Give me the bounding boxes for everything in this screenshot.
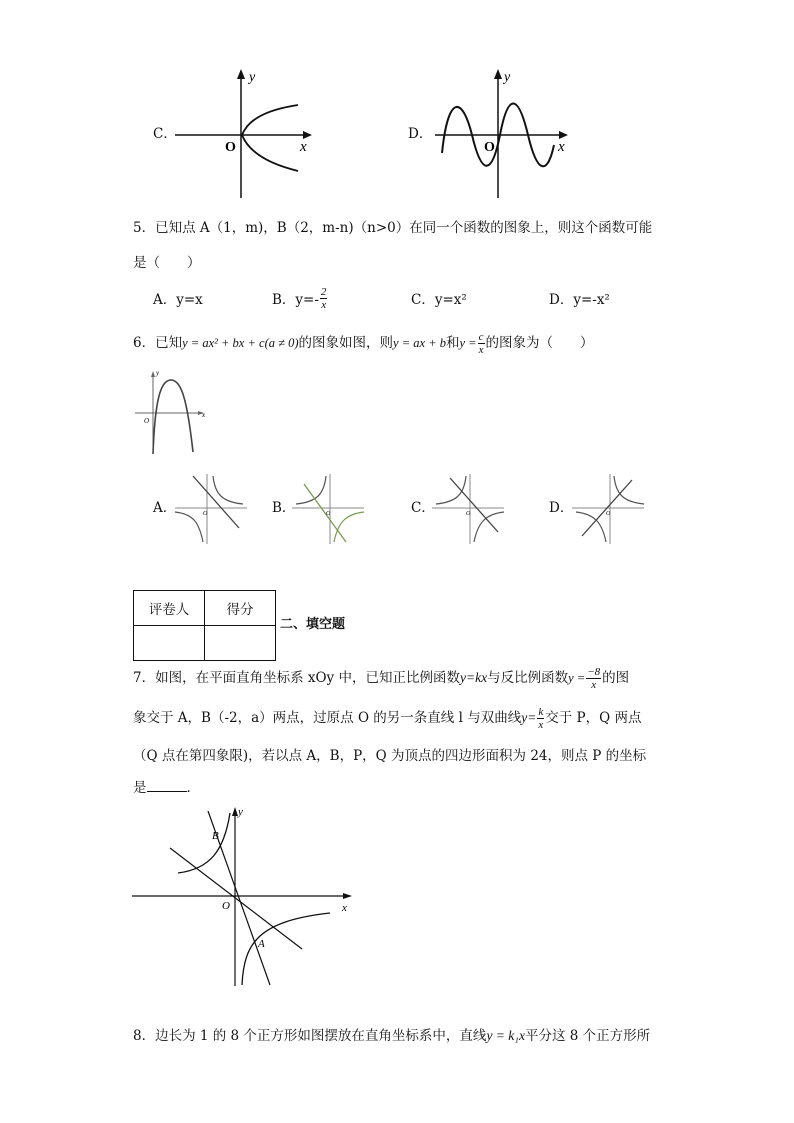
q7-l1-c: 的图 — [602, 670, 630, 686]
q7-fig-x-label: x — [342, 902, 347, 914]
q8-text-a: 8．边长为 1 的 8 个正方形如图摆放在直角坐标系中，直线 — [133, 1028, 487, 1044]
q7-line1 — [133, 666, 629, 691]
q7-l1-b: 与反比例函数 — [487, 670, 569, 686]
q7-line4 — [133, 777, 200, 798]
q6-a-origin-label: O — [203, 511, 208, 517]
q6-c-origin-label: O — [466, 511, 471, 517]
q6-eq2: y = ax + b — [393, 336, 446, 350]
q7-l1-eq: y=kx — [459, 670, 488, 685]
score-table-grader-cell[interactable] — [134, 626, 205, 661]
q6-option-a-label: A． — [153, 500, 177, 516]
q4-graph-c — [170, 65, 320, 205]
q7-answer-blank[interactable] — [147, 777, 187, 792]
q5-line1: 5．已知点 A（1，m)，B（2，m-n)（n>0）在同一个函数的图象上，则这个函数可能 — [133, 220, 653, 236]
q6-mid1: 的图象如图，则 — [298, 335, 394, 351]
q6-eq3-den: x — [478, 344, 484, 356]
q7-l1-a: 7．如图，在平面直角坐标系 xOy 中，已知正比例函数 — [133, 670, 460, 686]
q5-option-d: D．y=-x² — [549, 292, 610, 308]
score-table — [133, 590, 276, 661]
q7-l4-b: ． — [186, 780, 200, 796]
q7-l4-a: 是 — [133, 780, 147, 796]
q6-option-b-label: B． — [272, 500, 296, 516]
q4-option-c-label: C． — [153, 126, 177, 142]
graph-d-x-label: x — [558, 139, 565, 155]
q7-fig-origin-label: O — [222, 900, 230, 912]
q7-l1-frac-num: −8 — [587, 666, 601, 678]
q6-graph-x-label: x — [202, 411, 206, 419]
q7-line2 — [133, 706, 641, 731]
q6-option-a-graph — [173, 470, 253, 546]
q6-eq1: y = ax² + bx + c(a ≠ 0) — [182, 336, 299, 350]
q6-b-origin-label: O — [326, 511, 331, 517]
q6-eq3-num: c — [478, 331, 484, 343]
q6-graph-y-label: y — [156, 369, 160, 377]
q7-l2-den: x — [538, 719, 544, 731]
q6-option-d-graph — [570, 470, 650, 546]
q7-l2-num: k — [538, 706, 544, 718]
q5-option-b-den: x — [321, 299, 327, 311]
q8-eq: y = k₁x — [486, 1028, 525, 1043]
graph-d-origin-label: O — [484, 140, 495, 155]
q6-option-c-label: C． — [411, 500, 435, 516]
q6-mid2: 和 — [446, 335, 460, 351]
score-table-header-grader: 评卷人 — [134, 591, 205, 626]
section-title: 二、填空题 — [280, 617, 346, 632]
q4-graph-d — [430, 65, 580, 205]
q7-l2-lhs: y= — [521, 710, 537, 725]
score-table-score-cell[interactable] — [205, 626, 276, 661]
q7-l2-a: 象交于 A，B（-2，a）两点，过原点 O 的另一条直线 l 与双曲线 — [133, 710, 522, 726]
q5-option-b-num: 2 — [320, 286, 327, 298]
q6-suffix: 的图象为（ ） — [485, 335, 594, 351]
q5-option-c: C．y=x² — [411, 292, 467, 308]
graph-c-origin-label: O — [225, 140, 236, 155]
q7-l2-b: 交于 P，Q 两点 — [545, 710, 642, 726]
q5-option-a: A．y=x — [153, 292, 203, 308]
q7-l1-frac-den: x — [591, 679, 597, 691]
q7-fig-point-a: A — [258, 938, 265, 950]
q7-figure — [130, 803, 365, 988]
q6-option-b-graph — [290, 470, 370, 546]
q6-option-c-graph — [430, 470, 510, 546]
q7-l1-frac-lhs: y = — [568, 671, 586, 685]
q6-option-d-label: D． — [549, 500, 574, 516]
q7-fig-y-label: y — [238, 806, 243, 818]
q6-stem — [133, 331, 594, 356]
q6-graph-origin-label: O — [144, 417, 150, 425]
q6-eq3-lhs: y = — [459, 336, 477, 350]
q5-option-b — [272, 286, 328, 311]
q8-stem — [133, 1026, 650, 1046]
q6-parabola-graph — [133, 368, 213, 458]
q7-fig-point-b: B — [212, 830, 219, 842]
q8-text-b: 平分这 8 个正方形所 — [524, 1028, 651, 1044]
graph-c-x-label: x — [300, 139, 307, 155]
graph-d-y-label: y — [504, 70, 511, 85]
q4-option-d-label: D． — [408, 126, 433, 142]
score-table-header-score: 得分 — [205, 591, 276, 626]
q5-line2: 是（ ） — [133, 255, 201, 271]
q6-d-origin-label: O — [606, 511, 611, 517]
q7-line3: （Q 点在第四象限)，若以点 A，B，P，Q 为顶点的四边形面积为 24，则点 P 的坐标 — [133, 748, 647, 764]
q5-option-b-prefix: B．y=- — [272, 292, 319, 308]
q6-prefix: 6．已知 — [133, 335, 183, 351]
graph-c-y-label: y — [249, 70, 256, 85]
